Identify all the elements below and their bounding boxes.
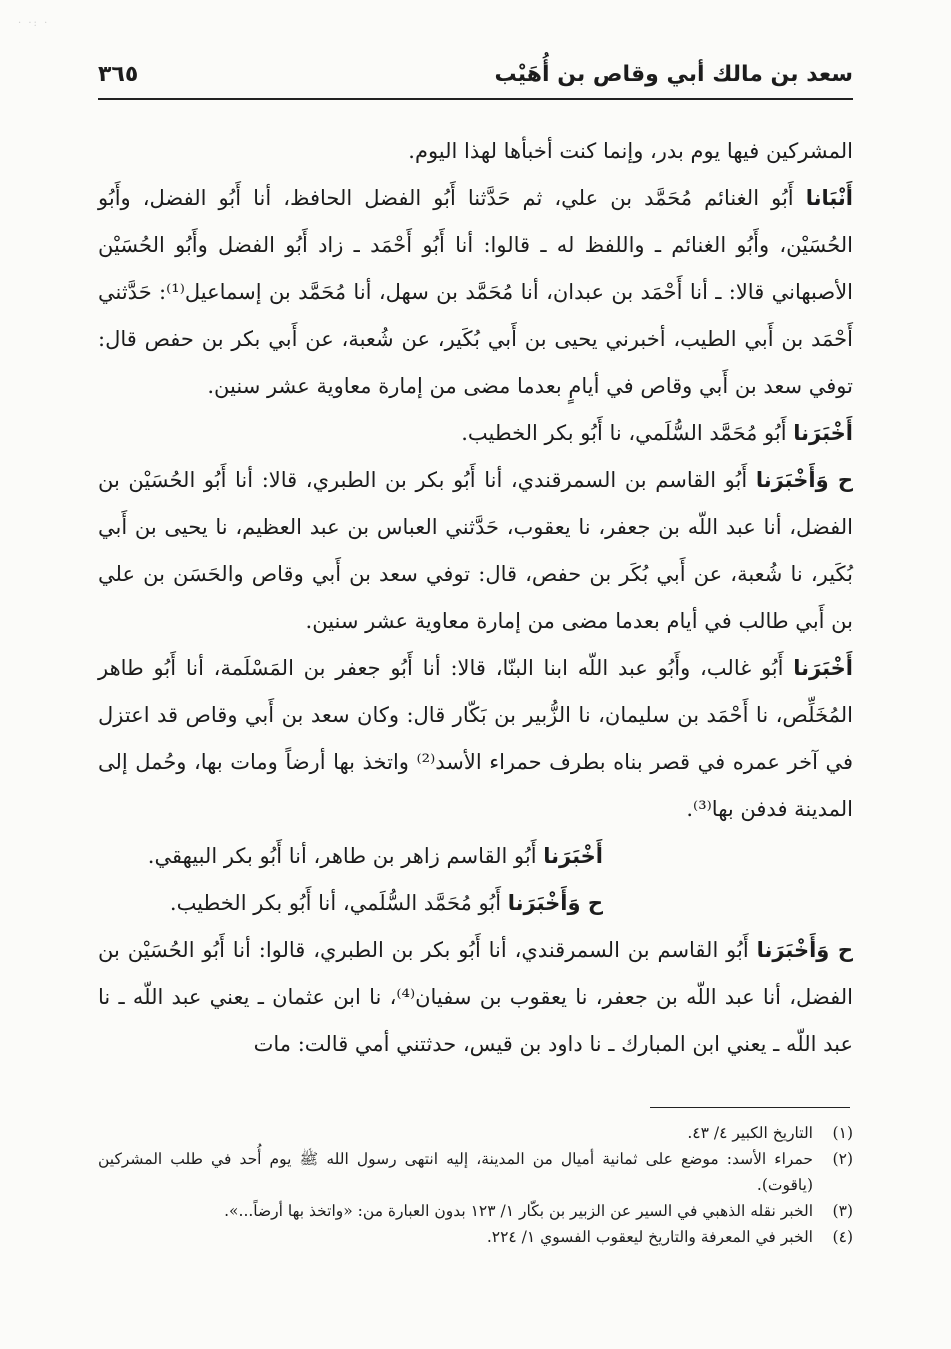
paragraph-6-lead: ح وَأَخْبَرَنا xyxy=(507,891,603,915)
paragraph-0 xyxy=(98,128,853,175)
footnote-1 xyxy=(98,1120,853,1146)
main-text xyxy=(98,128,853,1068)
footnote-text: التاريخ الكبير ٤/ ٤٣. xyxy=(687,1124,813,1142)
paragraph-3-lead: ح وَأَخْبَرَنا xyxy=(755,468,853,492)
footnote-2 xyxy=(98,1146,853,1198)
running-head: سعد بن مالك أبي وقاص بن أُهَيْب xyxy=(494,62,853,87)
footnote-3 xyxy=(98,1198,853,1224)
footnote-4 xyxy=(98,1224,853,1250)
paragraph-5-text: أَبُو القاسم زاهر بن طاهر، أنا أَبُو بكر البيهقي. xyxy=(147,844,544,868)
page-number: ٣٦٥ xyxy=(98,62,139,87)
page-header xyxy=(98,58,853,100)
footnote-number: (١) xyxy=(832,1124,853,1142)
paragraph-7-text: أَبُو القاسم بن السمرقندي، أنا أَبُو بكر بن الطبري، قالوا: أنا أَبُو الحُسَيْن بن الفضل، أنا عبد اللّه بن جعفر، نا يعقوب بن سفيان⁽⁴⁾، نا ابن عثمان ـ يعني عبد اللّه ـ نا عبد اللّه ـ يعني ابن المبارك ـ نا داود بن قيس، حدثتني أمي قالت: مات xyxy=(98,938,853,1056)
paragraph-7 xyxy=(98,927,853,1068)
paragraph-3-text: أَبُو القاسم بن السمرقندي، أنا أَبُو بكر بن الطبري، قالا: أنا أَبُو الحُسَيْن بن الفضل، أنا عبد اللّه بن جعفر، نا يعقوب، حَدَّثني العباس بن عبد العظيم، نا يحيى بن أَبي بُكَير، نا شُعبة، عن أَبي بُكَر بن حفص، قال: توفي سعد بن أَبي وقاص والحَسَن بن علي بن أَبي طالب في أيام بعدما مضى من إمارة معاوية عشر سنين. xyxy=(98,468,853,633)
paragraph-4 xyxy=(98,645,853,833)
paragraph-1-text: أَبُو الغنائم مُحَمَّد بن علي، ثم حَدَّثنا أَبُو الفضل الحافظ، أنا أَبُو الفضل، وأَبُو الحُسَيْن، وأَبُو الغنائم ـ واللفظ له ـ قالوا: أنا أَبُو أَحْمَد ـ زاد أَبُو الفضل وأَبُو الحُسَيْن الأصبهاني قالا: ـ أنا أَحْمَد بن عبدان، أنا مُحَمَّد بن سهل، أنا مُحَمَّد بن إسماعيل⁽¹⁾: حَدَّثني أَحْمَد بن أَبي الطيب، أخبرني يحيى بن أَبي بُكَير، عن شُعبة، عن أَبي بكر بن حفص قال: توفي سعد بن أَبي وقاص في أيامٍ بعدما مضى من إمارة معاوية عشر سنين. xyxy=(98,186,854,398)
paragraph-4-lead: أَخْبَرَنا xyxy=(793,656,853,680)
paragraph-2-text: أَبُو مُحَمَّد السُّلَمي، نا أَبُو بكر الخطيب. xyxy=(461,421,794,445)
paragraph-3 xyxy=(98,457,853,645)
paragraph-6 xyxy=(98,880,853,927)
footnote-text: حمراء الأسد: موضع على ثمانية أميال من المدينة، إليه انتهى رسول الله ﷺ يوم أُحد في طلب المشركين (ياقوت). xyxy=(98,1150,813,1194)
paragraph-7-lead: ح وَأَخْبَرَنا xyxy=(756,938,853,962)
paragraph-1 xyxy=(98,175,853,410)
paragraph-0-text: المشركين فيها يوم بدر، وإنما كنت أخبأها لهذا اليوم. xyxy=(408,139,853,163)
footnote-separator xyxy=(650,1107,850,1108)
footnote-text: الخبر نقله الذهبي في السير عن الزبير بن بكّار ١/ ١٢٣ بدون العبارة من: «واتخذ بها أرضاً...». xyxy=(224,1202,813,1220)
paragraph-2-lead: أَخْبَرَنا xyxy=(793,421,853,445)
paragraph-2 xyxy=(98,410,853,457)
paragraph-1-lead: أَنْبَانا xyxy=(805,186,853,210)
paragraph-5 xyxy=(98,833,853,880)
footnote-text: الخبر في المعرفة والتاريخ ليعقوب الفسوي ١/ ٢٢٤. xyxy=(486,1228,813,1246)
footnotes xyxy=(98,1120,853,1250)
paragraph-4-text: أَبُو غالب، وأَبُو عبد اللّه ابنا البنّا، قالا: أنا أَبُو جعفر بن المَسْلَمة، أنا أَبُو طاهر المُخَلِّص، نا أَحْمَد بن سليمان، نا الزُّبير بن بَكّار قال: وكان سعد بن أَبي وقاص قد اعتزل في آخر عمره في قصر بناه بطرف حمراء الأسد⁽²⁾ واتخذ بها أرضاً ومات بها، وحُمل إلى المدينة فدفن بها⁽³⁾. xyxy=(98,656,853,821)
paragraph-5-lead: أَخْبَرَنا xyxy=(543,844,603,868)
footnote-number: (٤) xyxy=(832,1228,853,1246)
scan-artifact: · ·: · xyxy=(18,18,50,29)
footnote-number: (٣) xyxy=(832,1202,853,1220)
footnote-number: (٢) xyxy=(832,1150,853,1168)
paragraph-6-text: أَبُو مُحَمَّد السُّلَمي، أنا أَبُو بكر الخطيب. xyxy=(169,891,508,915)
